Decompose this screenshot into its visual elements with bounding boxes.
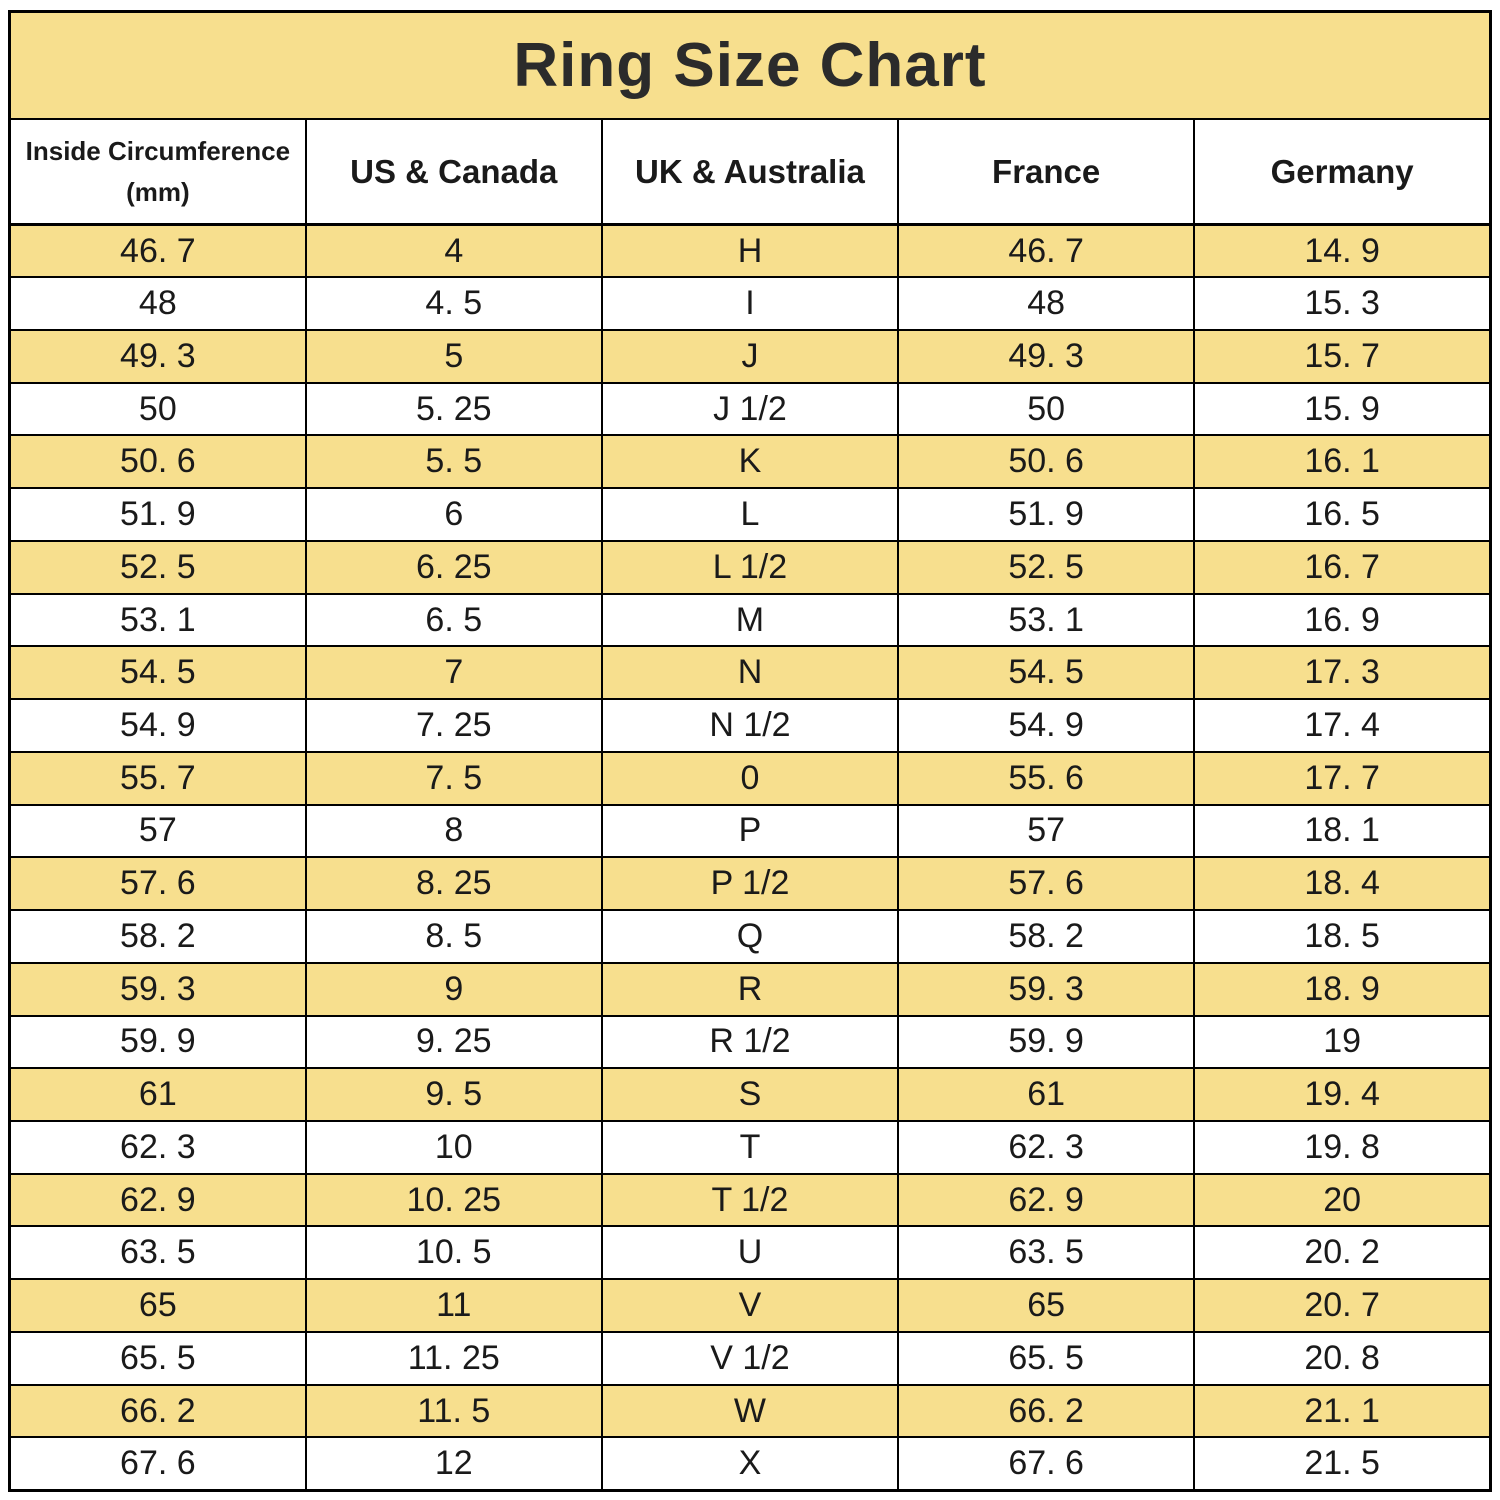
table-cell: 54. 5: [898, 646, 1194, 699]
table-cell: 53. 1: [898, 594, 1194, 647]
table-cell: 18. 5: [1194, 910, 1490, 963]
table-cell: 65: [898, 1279, 1194, 1332]
table-cell: 6. 5: [306, 594, 602, 647]
table-cell: 6. 25: [306, 541, 602, 594]
table-cell: 48: [898, 277, 1194, 330]
table-cell: 20: [1194, 1174, 1490, 1227]
table-row: [10, 1174, 1491, 1227]
table-row: [10, 857, 1491, 910]
table-cell: 15. 9: [1194, 383, 1490, 436]
table-row: [10, 277, 1491, 330]
table-row: [10, 1279, 1491, 1332]
table-cell: 12: [306, 1437, 602, 1490]
table-cell: 50. 6: [10, 435, 306, 488]
table-cell: 17. 4: [1194, 699, 1490, 752]
table-cell: 7: [306, 646, 602, 699]
table-cell: 66. 2: [10, 1385, 306, 1438]
table-cell: 11. 25: [306, 1332, 602, 1385]
table-row: [10, 805, 1491, 858]
table-cell: J: [602, 330, 898, 383]
table-cell: 55. 6: [898, 752, 1194, 805]
table-cell: 63. 5: [898, 1226, 1194, 1279]
table-cell: 50. 6: [898, 435, 1194, 488]
table-cell: 20. 8: [1194, 1332, 1490, 1385]
table-row: [10, 646, 1491, 699]
table-cell: W: [602, 1385, 898, 1438]
table-cell: 51. 9: [10, 488, 306, 541]
table-cell: 10. 25: [306, 1174, 602, 1227]
table-cell: 66. 2: [898, 1385, 1194, 1438]
table-cell: T 1/2: [602, 1174, 898, 1227]
table-cell: 17. 3: [1194, 646, 1490, 699]
table-cell: N 1/2: [602, 699, 898, 752]
table-cell: 10: [306, 1121, 602, 1174]
table-cell: P 1/2: [602, 857, 898, 910]
table-cell: 62. 9: [10, 1174, 306, 1227]
table-cell: 5: [306, 330, 602, 383]
column-header-uk-australia: UK & Australia: [602, 119, 898, 224]
table-cell: 9. 5: [306, 1068, 602, 1121]
column-header-germany: Germany: [1194, 119, 1490, 224]
table-row: [10, 1332, 1491, 1385]
table-cell: 4. 5: [306, 277, 602, 330]
table-cell: 5. 5: [306, 435, 602, 488]
table-cell: 20. 7: [1194, 1279, 1490, 1332]
table-cell: 10. 5: [306, 1226, 602, 1279]
table-cell: 20. 2: [1194, 1226, 1490, 1279]
table-cell: 51. 9: [898, 488, 1194, 541]
table-cell: 8: [306, 805, 602, 858]
table-row: [10, 1226, 1491, 1279]
table-cell: 11. 5: [306, 1385, 602, 1438]
table-cell: Q: [602, 910, 898, 963]
table-cell: 11: [306, 1279, 602, 1332]
table-cell: U: [602, 1226, 898, 1279]
table-row: [10, 699, 1491, 752]
table-cell: 19. 4: [1194, 1068, 1490, 1121]
header-line-2: (mm): [126, 176, 190, 207]
table-row: [10, 594, 1491, 647]
table-cell: 62. 3: [898, 1121, 1194, 1174]
table-cell: 21. 1: [1194, 1385, 1490, 1438]
table-cell: 67. 6: [898, 1437, 1194, 1490]
column-header-inside-circumference: [10, 119, 306, 224]
table-row: [10, 1121, 1491, 1174]
ring-size-chart: [8, 10, 1492, 1492]
table-cell: 58. 2: [898, 910, 1194, 963]
chart-title: Ring Size Chart: [10, 12, 1491, 120]
table-cell: 52. 5: [10, 541, 306, 594]
table-cell: 48: [10, 277, 306, 330]
table-cell: 54. 5: [10, 646, 306, 699]
table-cell: 4: [306, 225, 602, 278]
table-cell: 55. 7: [10, 752, 306, 805]
table-cell: 49. 3: [10, 330, 306, 383]
table-cell: 50: [10, 383, 306, 436]
column-header-france: France: [898, 119, 1194, 224]
table-cell: I: [602, 277, 898, 330]
table-cell: S: [602, 1068, 898, 1121]
table-cell: R: [602, 963, 898, 1016]
table-cell: 62. 3: [10, 1121, 306, 1174]
table-cell: 9: [306, 963, 602, 1016]
table-cell: 57. 6: [10, 857, 306, 910]
table-cell: L 1/2: [602, 541, 898, 594]
header-line-1: Inside Circumference: [25, 136, 291, 167]
table-row: [10, 910, 1491, 963]
table-cell: N: [602, 646, 898, 699]
table-cell: 7. 5: [306, 752, 602, 805]
table-cell: 61: [10, 1068, 306, 1121]
table-row: [10, 1385, 1491, 1438]
table-cell: K: [602, 435, 898, 488]
table-cell: 15. 7: [1194, 330, 1490, 383]
table-cell: 65. 5: [10, 1332, 306, 1385]
table-cell: 18. 1: [1194, 805, 1490, 858]
table-cell: 5. 25: [306, 383, 602, 436]
table-cell: 65. 5: [898, 1332, 1194, 1385]
table-cell: 16. 1: [1194, 435, 1490, 488]
table-cell: 18. 9: [1194, 963, 1490, 1016]
table-cell: R 1/2: [602, 1016, 898, 1069]
table-row: [10, 1437, 1491, 1490]
table-cell: V: [602, 1279, 898, 1332]
table-cell: X: [602, 1437, 898, 1490]
table-row: [10, 488, 1491, 541]
table-cell: 17. 7: [1194, 752, 1490, 805]
table-cell: 16. 5: [1194, 488, 1490, 541]
table-cell: 62. 9: [898, 1174, 1194, 1227]
table-cell: 61: [898, 1068, 1194, 1121]
table-cell: 21. 5: [1194, 1437, 1490, 1490]
table-cell: T: [602, 1121, 898, 1174]
table-cell: 49. 3: [898, 330, 1194, 383]
table-cell: 59. 9: [10, 1016, 306, 1069]
table-cell: 46. 7: [10, 225, 306, 278]
table-cell: 19. 8: [1194, 1121, 1490, 1174]
table-cell: 18. 4: [1194, 857, 1490, 910]
table-row: [10, 1016, 1491, 1069]
header-row: [10, 119, 1491, 224]
table-cell: 9. 25: [306, 1016, 602, 1069]
table-cell: 46. 7: [898, 225, 1194, 278]
ring-size-table: [8, 10, 1492, 1492]
table-cell: J 1/2: [602, 383, 898, 436]
table-cell: 58. 2: [10, 910, 306, 963]
table-cell: 63. 5: [10, 1226, 306, 1279]
table-cell: P: [602, 805, 898, 858]
table-cell: 15. 3: [1194, 277, 1490, 330]
table-cell: 16. 9: [1194, 594, 1490, 647]
table-body: [10, 12, 1491, 1491]
table-cell: 8. 5: [306, 910, 602, 963]
table-row: [10, 1068, 1491, 1121]
table-cell: 8. 25: [306, 857, 602, 910]
table-cell: 59. 9: [898, 1016, 1194, 1069]
title-row: [10, 12, 1491, 120]
table-cell: L: [602, 488, 898, 541]
table-row: [10, 383, 1491, 436]
table-row: [10, 225, 1491, 278]
table-cell: 57: [898, 805, 1194, 858]
table-row: [10, 435, 1491, 488]
table-row: [10, 752, 1491, 805]
table-row: [10, 541, 1491, 594]
table-cell: 67. 6: [10, 1437, 306, 1490]
table-cell: 14. 9: [1194, 225, 1490, 278]
table-row: [10, 330, 1491, 383]
column-header-us-canada: US & Canada: [306, 119, 602, 224]
table-cell: 57: [10, 805, 306, 858]
table-cell: 52. 5: [898, 541, 1194, 594]
table-cell: 54. 9: [10, 699, 306, 752]
table-cell: 7. 25: [306, 699, 602, 752]
table-cell: 59. 3: [10, 963, 306, 1016]
table-cell: 16. 7: [1194, 541, 1490, 594]
table-cell: 6: [306, 488, 602, 541]
table-cell: V 1/2: [602, 1332, 898, 1385]
table-row: [10, 963, 1491, 1016]
table-cell: 54. 9: [898, 699, 1194, 752]
table-cell: H: [602, 225, 898, 278]
table-cell: 19: [1194, 1016, 1490, 1069]
table-cell: 50: [898, 383, 1194, 436]
table-cell: 0: [602, 752, 898, 805]
table-cell: 57. 6: [898, 857, 1194, 910]
table-cell: 59. 3: [898, 963, 1194, 1016]
table-cell: 65: [10, 1279, 306, 1332]
table-cell: M: [602, 594, 898, 647]
table-cell: 53. 1: [10, 594, 306, 647]
